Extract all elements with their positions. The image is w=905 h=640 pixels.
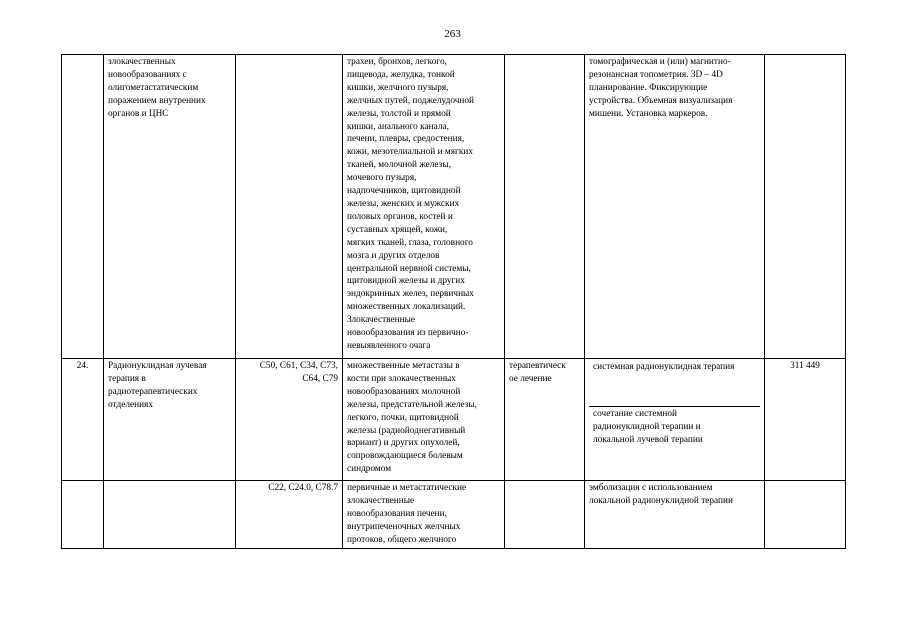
icd-codes-cell xyxy=(236,55,343,359)
care-type-cell: злокачественных новообразованиях с олигометастатическим поражением внутренних органов и ЦНС xyxy=(104,55,236,359)
treatment-method-cell: эмболизация с использованием локальной радионуклидной терапии xyxy=(585,481,765,549)
price-cell xyxy=(765,55,846,359)
disease-model-cell: трахеи, бронхов, легкого, пищевода, желудка, тонкой кишки, желчного пузыря, желчных путей, поджелудочной железы, толстой и прямой кишки, анального канала, печени, плевры, средостения, кожи, мезотелиальной и мягких тканей, молочной железы, мочевого пузыря, надпочечников, щитовидной железы, женских и мужских половых органов, костей и суставных хрящей, кожи, мягких тканей, глаза, головного мозга и других отделов центральной нервной системы, щитовидной железы и других эндокринных желез, первичных множественных локализаций. Злокачественные новообразования из первично- невыявленного очага xyxy=(343,55,505,359)
row-number: 24. xyxy=(62,359,104,481)
treatment-method-cell xyxy=(585,359,765,481)
care-type-cell xyxy=(104,481,236,549)
row-number xyxy=(62,55,104,359)
icd-codes-cell: C50, C61, C34, C73, C64, C79 xyxy=(236,359,343,481)
disease-model-cell: первичные и метастатические злокачественные новообразования печени, внутрипеченочных желчных протоков, общего желчного xyxy=(343,481,505,549)
disease-model-cell: множественные метастазы в кости при злокачественных новообразованиях молочной железы, предстательной железы, легкого, почки, щитовидной железы (радиойоднегативный вариант) и других опухолей, сопровождающиеся болевым синдромом xyxy=(343,359,505,481)
price-cell: 311 449 xyxy=(765,359,846,481)
page-number: 263 xyxy=(444,28,461,40)
treatment-type-cell xyxy=(505,481,585,549)
table-row xyxy=(62,359,846,481)
treatment-method-combined: сочетание системной радионуклидной терапии и локальной лучевой терапии xyxy=(593,409,703,445)
price-cell xyxy=(765,481,846,549)
table-row xyxy=(62,481,846,549)
treatment-type-cell xyxy=(505,55,585,359)
care-type-cell: Радионуклидная лучевая терапия в радиотерапевтических отделениях xyxy=(104,359,236,481)
table-row xyxy=(62,55,846,359)
treatment-method-systemic: системная радионуклидная терапия xyxy=(589,360,760,407)
treatment-type-cell: терапевтическ ое лечение xyxy=(505,359,585,481)
treatment-method-cell: томографическая и (или) магнитно- резонансная топометрия. 3D – 4D планирование. Фиксирующие устройства. Объемная визуализация мишени. Установка маркеров. xyxy=(585,55,765,359)
icd-codes-cell: C22, C24.0, C78.7 xyxy=(236,481,343,549)
medical-care-table xyxy=(61,54,846,549)
row-number xyxy=(62,481,104,549)
